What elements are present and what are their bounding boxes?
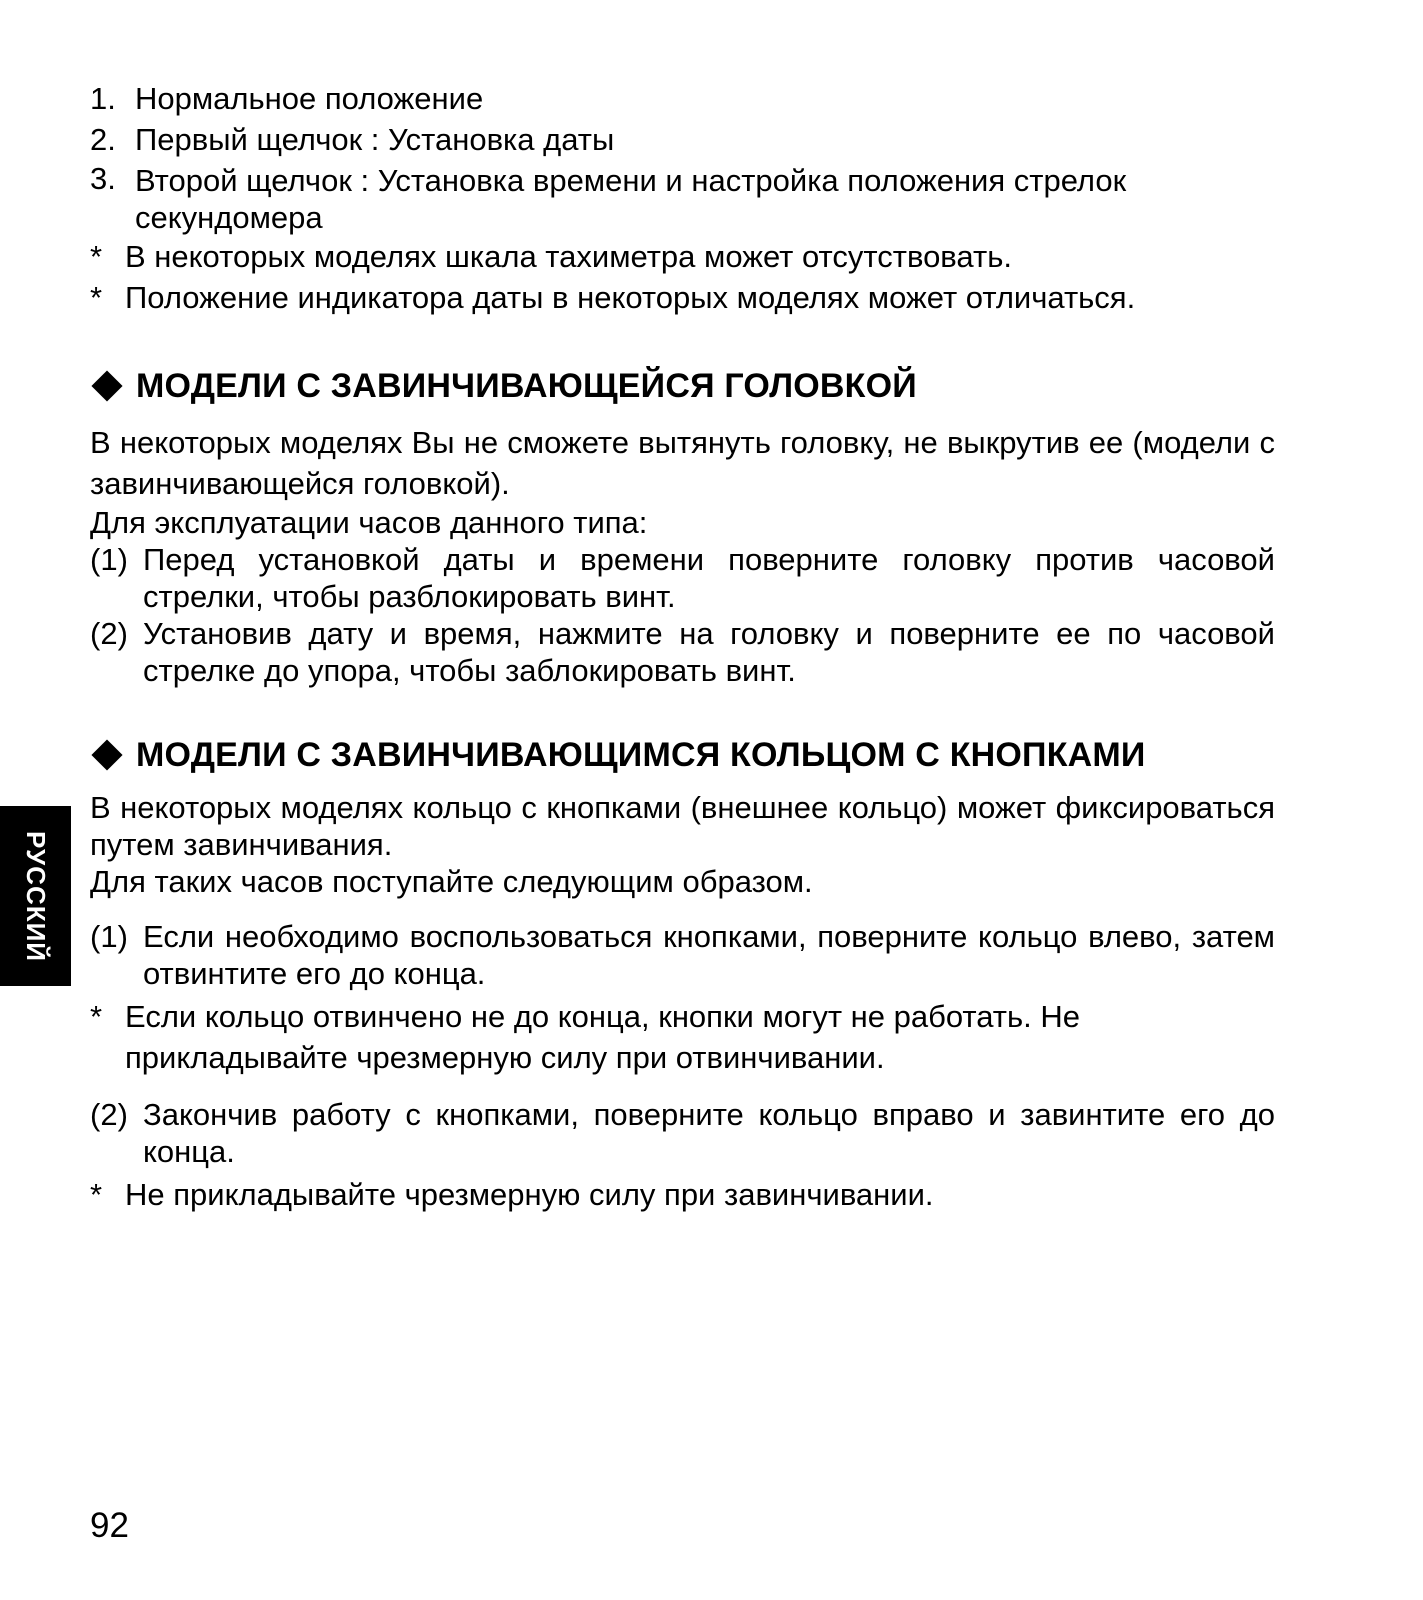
list-item	[90, 119, 1275, 160]
note-item	[90, 1174, 1275, 1215]
list-text: Второй щелчок : Установка времени и настройка положения стрелок секундомера	[135, 163, 1127, 235]
note-text: Не прикладывайте чрезмерную силу при завинчивании.	[125, 1177, 934, 1212]
step-item	[90, 541, 1275, 615]
section-lead: Для таких часов поступайте следующим образом.	[90, 864, 813, 899]
step-item	[90, 1096, 1275, 1170]
note-item	[90, 996, 1275, 1078]
section-intro: В некоторых моделях Вы не сможете вытянуть головку, не выкрутив ее (модели с завинчивающейся головкой).	[90, 425, 1275, 501]
list-item	[90, 160, 1275, 236]
note-marker: *	[90, 1177, 103, 1212]
section-heading	[90, 364, 1275, 408]
language-label: РУССКИЙ	[21, 830, 52, 962]
note-item	[90, 277, 1275, 318]
step-item	[90, 918, 1275, 992]
section-lead: Для эксплуатации часов данного типа:	[90, 505, 648, 540]
note-marker: *	[90, 239, 103, 274]
section-heading	[90, 733, 1275, 777]
list-marker: 3.	[90, 161, 116, 196]
diamond-bullet-icon	[91, 739, 122, 770]
note-text: Если кольцо отвинчено не до конца, кнопки могут не работать. Не прикладывайте чрезмерную силу при отвинчивании.	[125, 999, 1081, 1075]
step-marker: (2)	[90, 1097, 128, 1132]
list-marker: 2.	[90, 122, 116, 157]
list-text: Нормальное положение	[135, 81, 484, 116]
step-text: Перед установкой даты и времени поверните головку против часовой стрелки, чтобы разблокировать винт.	[143, 542, 1275, 614]
note-text: В некоторых моделях шкала тахиметра может отсутствовать.	[125, 239, 1012, 274]
page-number: 92	[90, 1506, 129, 1545]
list-marker: 1.	[90, 81, 116, 116]
page-content	[90, 78, 1275, 1215]
step-text: Установив дату и время, нажмите на головку и поверните ее по часовой стрелке до упора, чтобы заблокировать винт.	[143, 616, 1275, 688]
note-marker: *	[90, 280, 103, 315]
note-marker: *	[90, 999, 103, 1034]
section-intro: В некоторых моделях кольцо с кнопками (внешнее кольцо) может фиксироваться путем завинчивания.	[90, 790, 1275, 862]
step-marker: (2)	[90, 616, 128, 651]
note-item	[90, 236, 1275, 277]
step-item	[90, 615, 1275, 689]
step-text: Закончив работу с кнопками, поверните кольцо вправо и завинтите его до конца.	[143, 1097, 1275, 1169]
note-text: Положение индикатора даты в некоторых моделях может отличаться.	[125, 280, 1136, 315]
section-title: МОДЕЛИ С ЗАВИНЧИВАЮЩИМСЯ КОЛЬЦОМ С КНОПКАМИ	[136, 736, 1146, 774]
step-text: Если необходимо воспользоваться кнопками, поверните кольцо влево, затем отвинтите его до конца.	[143, 919, 1275, 991]
step-marker: (1)	[90, 919, 128, 954]
language-side-tab	[0, 806, 71, 986]
list-item	[90, 78, 1275, 119]
section-title: МОДЕЛИ С ЗАВИНЧИВАЮЩЕЙСЯ ГОЛОВКОЙ	[136, 367, 917, 405]
step-marker: (1)	[90, 542, 128, 577]
list-text: Первый щелчок : Установка даты	[135, 122, 615, 157]
diamond-bullet-icon	[91, 370, 122, 401]
